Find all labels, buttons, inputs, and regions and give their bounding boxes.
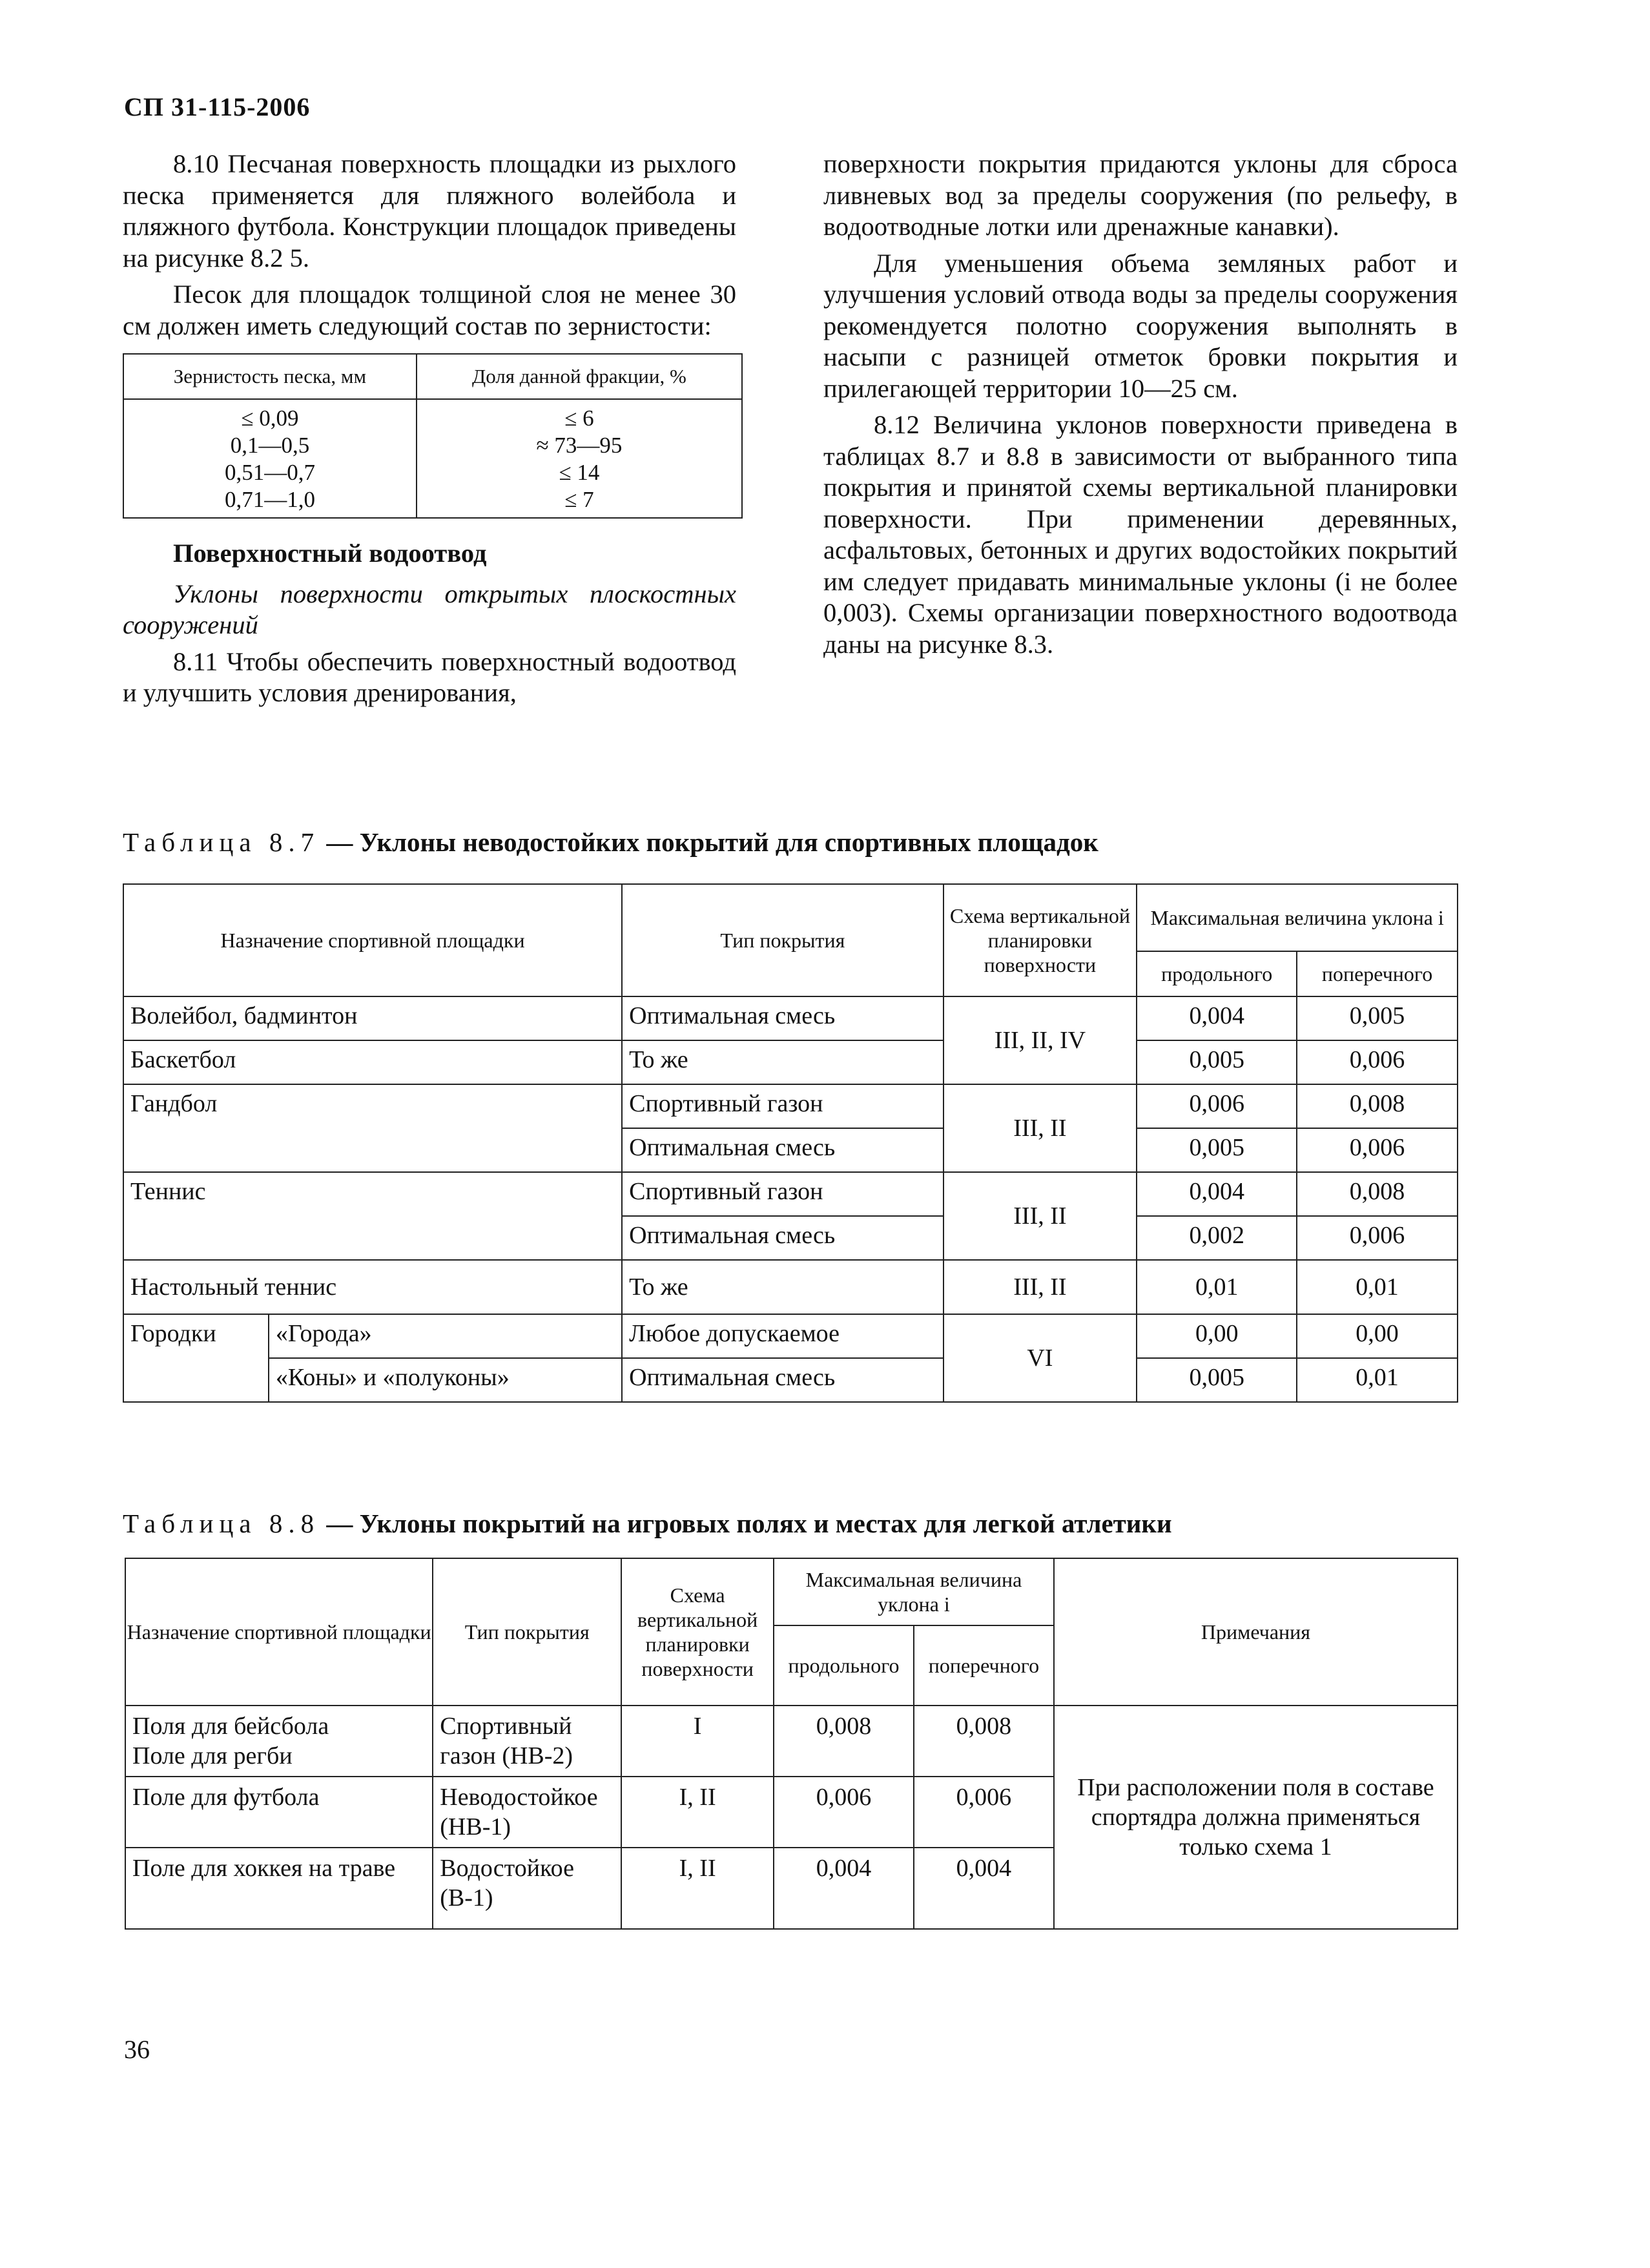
purpose-cell: Городки <box>123 1314 269 1402</box>
coating-cell: Водостойкое (В-1) <box>433 1848 621 1929</box>
header-max-slope: Максимальная величина уклона i <box>774 1558 1054 1625</box>
longitudinal-cell: 0,005 <box>1137 1128 1297 1172</box>
coating-cell: То же <box>622 1260 943 1314</box>
coating-cell: Неводостойкое (НВ-1) <box>433 1777 621 1848</box>
right-column <box>823 149 1458 665</box>
purpose-cell: Поле для футбола <box>125 1777 433 1848</box>
header-transverse: поперечного <box>914 1625 1054 1706</box>
header-notes: Примечания <box>1054 1558 1458 1706</box>
coating-cell: Спортивный газон (НВ-2) <box>433 1706 621 1777</box>
transverse-cell: 0,005 <box>1297 996 1458 1040</box>
coating-cell: Спортивный газон <box>622 1172 943 1216</box>
header-scheme: Схема вертикальной планировки поверхности <box>944 884 1137 996</box>
transverse-cell: 0,008 <box>1297 1172 1458 1216</box>
sand-grain-sizes <box>123 399 417 518</box>
table-8-8 <box>125 1558 1458 1930</box>
transverse-cell: 0,006 <box>1297 1128 1458 1172</box>
left-column <box>123 149 736 714</box>
fraction-value: ≤ 14 <box>559 460 600 485</box>
paragraph-sand: Песок для площадок толщиной слоя не менее 30 см должен иметь следующий состав по зернистости: <box>123 280 736 340</box>
header-coating: Тип покрытия <box>433 1558 621 1706</box>
transverse-cell: 0,008 <box>914 1706 1054 1777</box>
longitudinal-cell: 0,006 <box>1137 1084 1297 1128</box>
header-longitudinal: продольного <box>774 1625 914 1706</box>
header-purpose: Назначение спортивной площадки <box>123 884 622 996</box>
longitudinal-cell: 0,004 <box>774 1848 914 1929</box>
table-8-7-title: — Уклоны неводостойких покрытий для спортивных площадок <box>326 827 1098 857</box>
purpose-cell: Волейбол, бадминтон <box>123 996 622 1040</box>
longitudinal-cell: 0,004 <box>1137 1172 1297 1216</box>
scheme-cell: I, II <box>621 1848 774 1929</box>
header-longitudinal: продольного <box>1137 951 1297 996</box>
paragraph-8-12: 8.12 Величина уклонов поверхности приведена в таблицах 8.7 и 8.8 в зависимости от выбранного типа покрытия и принятой схемы вертикальной планировки поверхности. При применении деревянных, асфальтовых, бетонных и других водостойких покрытий им следует придавать минимальные уклоны (i не более 0,003). Схемы организации поверхностного водоотвода даны на рисунке 8.3. <box>823 410 1458 659</box>
purpose-cell: Поле для хоккея на траве <box>125 1848 433 1929</box>
longitudinal-cell: 0,004 <box>1137 996 1297 1040</box>
grain-size: 0,51—0,7 <box>224 460 315 485</box>
longitudinal-cell: 0,01 <box>1137 1260 1297 1314</box>
section-subheading: Поверхностный водоотвод <box>173 539 487 568</box>
scheme-cell: I <box>621 1706 774 1777</box>
table-8-8-label: Таблица 8.8 <box>123 1509 320 1538</box>
sub-purpose-cell: «Коны» и «полуконы» <box>269 1358 622 1402</box>
grain-size: 0,1—0,5 <box>230 433 310 458</box>
fraction-value: ≤ 7 <box>564 487 594 512</box>
transverse-cell: 0,006 <box>1297 1216 1458 1260</box>
notes-cell: При расположении поля в составе спортядра должна применяться только схема 1 <box>1054 1706 1458 1929</box>
longitudinal-cell: 0,008 <box>774 1706 914 1777</box>
transverse-cell: 0,00 <box>1297 1314 1458 1358</box>
coating-cell: То же <box>622 1040 943 1084</box>
header-transverse: поперечного <box>1297 951 1458 996</box>
table-8-7-label: Таблица 8.7 <box>123 827 320 857</box>
paragraph-8-10: 8.10 Песчаная поверхность площадки из рыхлого песка применяется для пляжного волейбола и пляжного футбола. Конструкции площадок приведены на рисунке 8.2 5. <box>123 149 736 273</box>
transverse-cell: 0,01 <box>1297 1358 1458 1402</box>
transverse-cell: 0,006 <box>1297 1040 1458 1084</box>
header-max-slope: Максимальная величина уклона i <box>1137 884 1458 951</box>
longitudinal-cell: 0,005 <box>1137 1358 1297 1402</box>
header-purpose: Назначение спортивной площадки <box>125 1558 433 1706</box>
purpose-cell <box>125 1706 433 1777</box>
purpose-cell: Настольный теннис <box>123 1260 622 1314</box>
longitudinal-cell: 0,005 <box>1137 1040 1297 1084</box>
scheme-cell: VI <box>944 1314 1137 1402</box>
scheme-cell: III, II <box>944 1260 1137 1314</box>
table-8-8-title: — Уклоны покрытий на игровых полях и местах для легкой атлетики <box>326 1509 1172 1538</box>
document-code: СП 31-115-2006 <box>124 92 311 121</box>
page-number: 36 <box>124 2035 150 2064</box>
header-scheme: Схема вертикальной планировки поверхности <box>621 1558 774 1706</box>
paragraph-continued: поверхности покрытия придаются уклоны для сброса ливневых вод за пределы сооружения (по рельефу, в водоотводные лотки или дренажные канавки). <box>823 149 1458 241</box>
italic-subheading: Уклоны поверхности открытых плоскостных сооружений <box>123 579 736 639</box>
purpose-line: Поле для регби <box>132 1742 293 1769</box>
table-8-7 <box>123 883 1458 1403</box>
transverse-cell: 0,01 <box>1297 1260 1458 1314</box>
sand-table-header-fraction: Доля данной фракции, % <box>417 354 742 399</box>
header-coating: Тип покрытия <box>622 884 943 996</box>
coating-cell: Оптимальная смесь <box>622 1128 943 1172</box>
longitudinal-cell: 0,002 <box>1137 1216 1297 1260</box>
transverse-cell: 0,004 <box>914 1848 1054 1929</box>
transverse-cell: 0,008 <box>1297 1084 1458 1128</box>
paragraph-8-11: 8.11 Чтобы обеспечить поверхностный водоотвод и улучшить условия дренирования, <box>123 646 736 707</box>
scheme-cell: III, II, IV <box>944 996 1137 1084</box>
sub-purpose-cell: «Города» <box>269 1314 622 1358</box>
fraction-value: ≤ 6 <box>564 406 594 431</box>
table-8-7-caption <box>123 827 1098 858</box>
longitudinal-cell: 0,00 <box>1137 1314 1297 1358</box>
transverse-cell: 0,006 <box>914 1777 1054 1848</box>
purpose-line: Поля для бейсбола <box>132 1713 329 1740</box>
grain-size: ≤ 0,09 <box>241 406 299 431</box>
coating-cell: Оптимальная смесь <box>622 1358 943 1402</box>
sand-table-header-grain: Зернистость песка, мм <box>123 354 417 399</box>
fraction-value: ≈ 73—95 <box>536 433 623 458</box>
coating-cell: Спортивный газон <box>622 1084 943 1128</box>
coating-cell: Оптимальная смесь <box>622 996 943 1040</box>
grain-size: 0,71—1,0 <box>224 487 315 512</box>
scheme-cell: III, II <box>944 1084 1137 1172</box>
table-8-8-caption <box>123 1508 1172 1539</box>
longitudinal-cell: 0,006 <box>774 1777 914 1848</box>
coating-cell: Любое допускаемое <box>622 1314 943 1358</box>
purpose-cell: Теннис <box>123 1172 622 1260</box>
sand-fractions <box>417 399 742 518</box>
coating-cell: Оптимальная смесь <box>622 1216 943 1260</box>
purpose-cell: Баскетбол <box>123 1040 622 1084</box>
purpose-cell: Гандбол <box>123 1084 622 1172</box>
paragraph-earthworks: Для уменьшения объема земляных работ и улучшения условий отвода воды за пределы сооружения рекомендуется полотно сооружения выполнять в насыпи с разницей отметок бровки покрытия и прилегающей территории 10—25 см. <box>823 248 1458 403</box>
scheme-cell: III, II <box>944 1172 1137 1260</box>
sand-grain-table <box>123 353 743 519</box>
scheme-cell: I, II <box>621 1777 774 1848</box>
